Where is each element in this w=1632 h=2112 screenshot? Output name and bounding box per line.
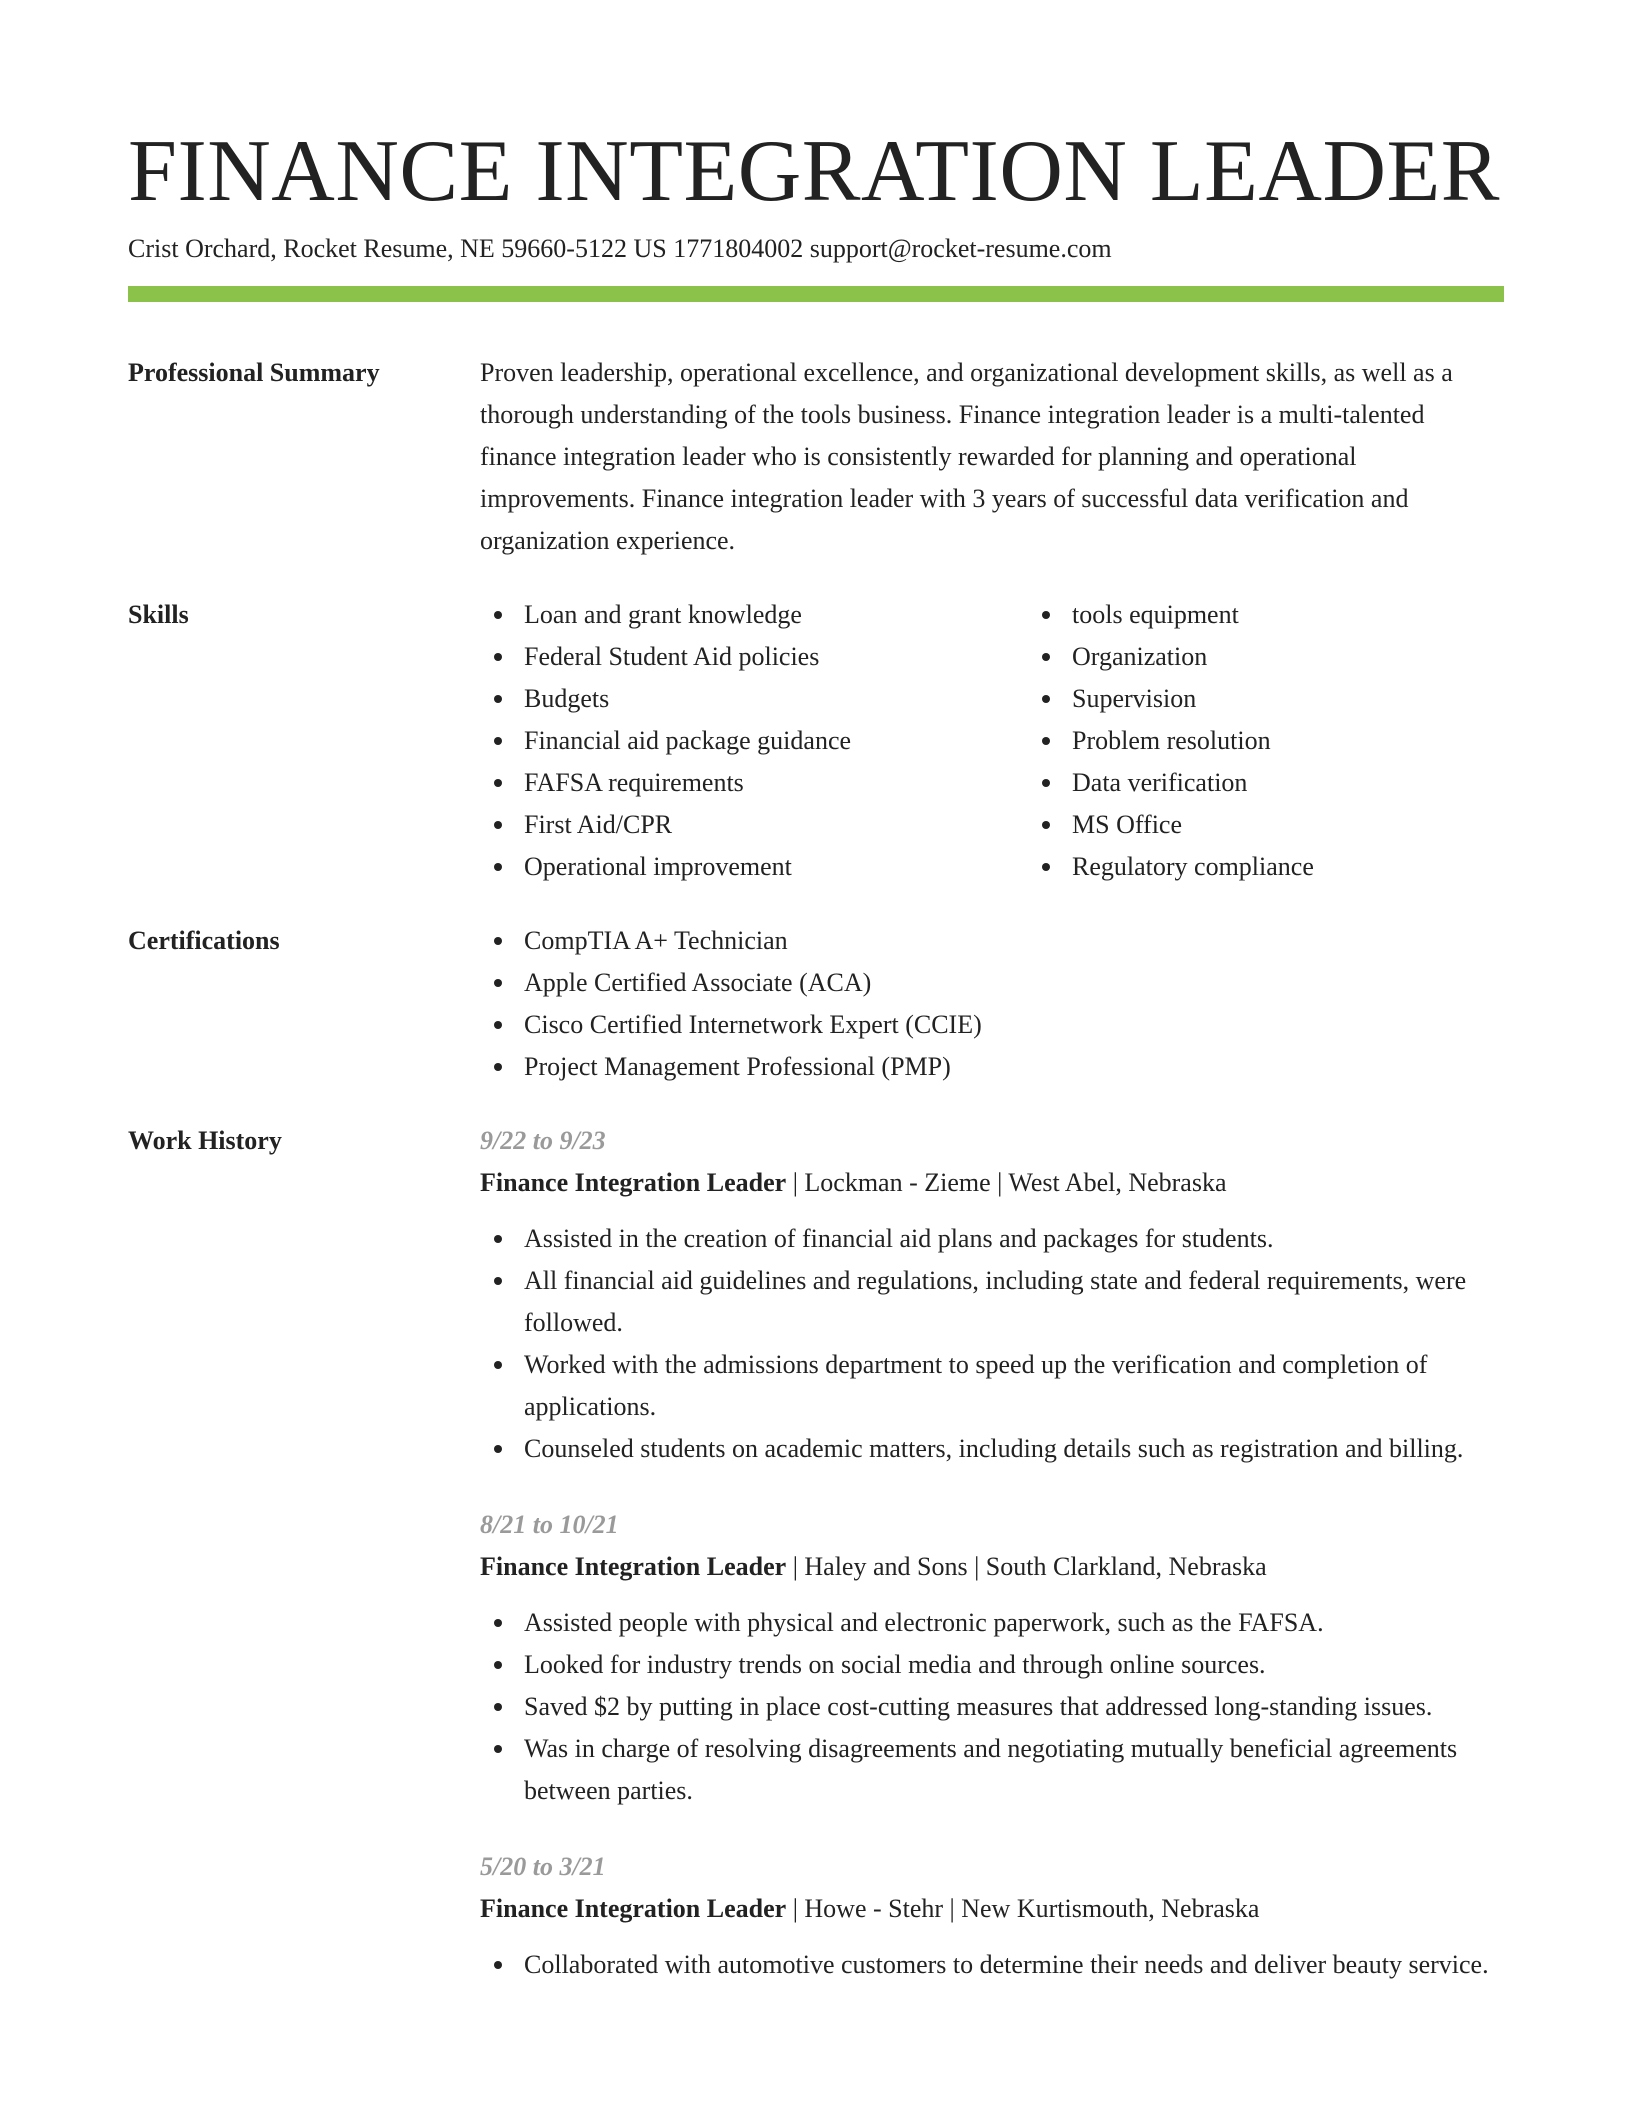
skills-section [128,594,1504,888]
job-bullets [480,1944,1504,1986]
job-title: Finance Integration Leader [480,1552,787,1581]
skill-item: Budgets [524,678,1028,720]
work-history-heading: Work History [128,1126,282,1155]
summary-section [128,352,1504,562]
skill-item: Federal Student Aid policies [524,636,1028,678]
skills-list-right [1028,594,1504,888]
resume-title: FINANCE INTEGRATION LEADER [128,123,1500,220]
job-heading [480,1162,1504,1204]
skill-item: tools equipment [1072,594,1504,636]
skill-item: Regulatory compliance [1072,846,1504,888]
summary-text: Proven leadership, operational excellence, and organizational development skills, as well as a thorough understanding of the tools business. Finance integration leader is a multi-talented finance integration leader who is consistently rewarded for planning and operational improvements. Finance integration leader with 3 years of successful data verification and organization experience. [480,358,1453,555]
job-heading [480,1546,1504,1588]
job-bullets [480,1218,1504,1470]
certification-item: Cisco Certified Internetwork Expert (CCIE) [524,1004,1504,1046]
job-bullet: Collaborated with automotive customers to determine their needs and deliver beauty service. [524,1944,1504,1986]
job-bullet: Counseled students on academic matters, including details such as registration and billing. [524,1428,1504,1470]
certifications-section [128,920,1504,1088]
job-bullet: Saved $2 by putting in place cost-cutting measures that addressed long-standing issues. [524,1686,1504,1728]
contact-line: Crist Orchard, Rocket Resume, NE 59660-5122 US 1771804002 support@rocket-resume.com [128,234,1112,263]
skill-item: First Aid/CPR [524,804,1028,846]
certifications-heading: Certifications [128,926,280,955]
job-bullet: Looked for industry trends on social media and through online sources. [524,1644,1504,1686]
job-heading [480,1888,1504,1930]
job-entry [480,1846,1504,1986]
skill-item: Data verification [1072,762,1504,804]
work-history-body [480,1120,1504,2020]
job-bullet: Was in charge of resolving disagreements and negotiating mutually beneficial agreements between parties. [524,1728,1504,1812]
job-employer-location: | Haley and Sons | South Clarkland, Nebraska [786,1552,1267,1581]
skill-item: Problem resolution [1072,720,1504,762]
job-bullet: Worked with the admissions department to speed up the verification and completion of applications. [524,1344,1504,1428]
summary-heading: Professional Summary [128,358,380,387]
skill-item: FAFSA requirements [524,762,1028,804]
job-dates: 9/22 to 9/23 [480,1126,606,1155]
job-entry [480,1120,1504,1470]
job-dates: 5/20 to 3/21 [480,1852,606,1881]
skill-item: Loan and grant knowledge [524,594,1028,636]
skill-item: Supervision [1072,678,1504,720]
job-employer-location: | Lockman - Zieme | West Abel, Nebraska [786,1168,1227,1197]
job-title: Finance Integration Leader [480,1894,787,1923]
job-bullet: All financial aid guidelines and regulations, including state and federal requirements, were followed. [524,1260,1504,1344]
job-bullet: Assisted in the creation of financial aid plans and packages for students. [524,1218,1504,1260]
work-history-section [128,1120,1504,2020]
certifications-body [480,920,1504,1088]
certification-item: Apple Certified Associate (ACA) [524,962,1504,1004]
skills-body [480,594,1504,888]
skill-item: Financial aid package guidance [524,720,1028,762]
skills-list-left [480,594,1028,888]
skills-heading: Skills [128,600,189,629]
accent-divider [128,286,1504,302]
job-bullets [480,1602,1504,1812]
job-employer-location: | Howe - Stehr | New Kurtismouth, Nebraska [786,1894,1260,1923]
skill-item: Operational improvement [524,846,1028,888]
skill-item: Organization [1072,636,1504,678]
job-entry [480,1504,1504,1812]
certifications-list [480,920,1504,1088]
job-dates: 8/21 to 10/21 [480,1510,619,1539]
certification-item: Project Management Professional (PMP) [524,1046,1504,1088]
certification-item: CompTIA A+ Technician [524,920,1504,962]
skill-item: MS Office [1072,804,1504,846]
job-bullet: Assisted people with physical and electronic paperwork, such as the FAFSA. [524,1602,1504,1644]
skills-columns [480,594,1504,888]
job-title: Finance Integration Leader [480,1168,787,1197]
